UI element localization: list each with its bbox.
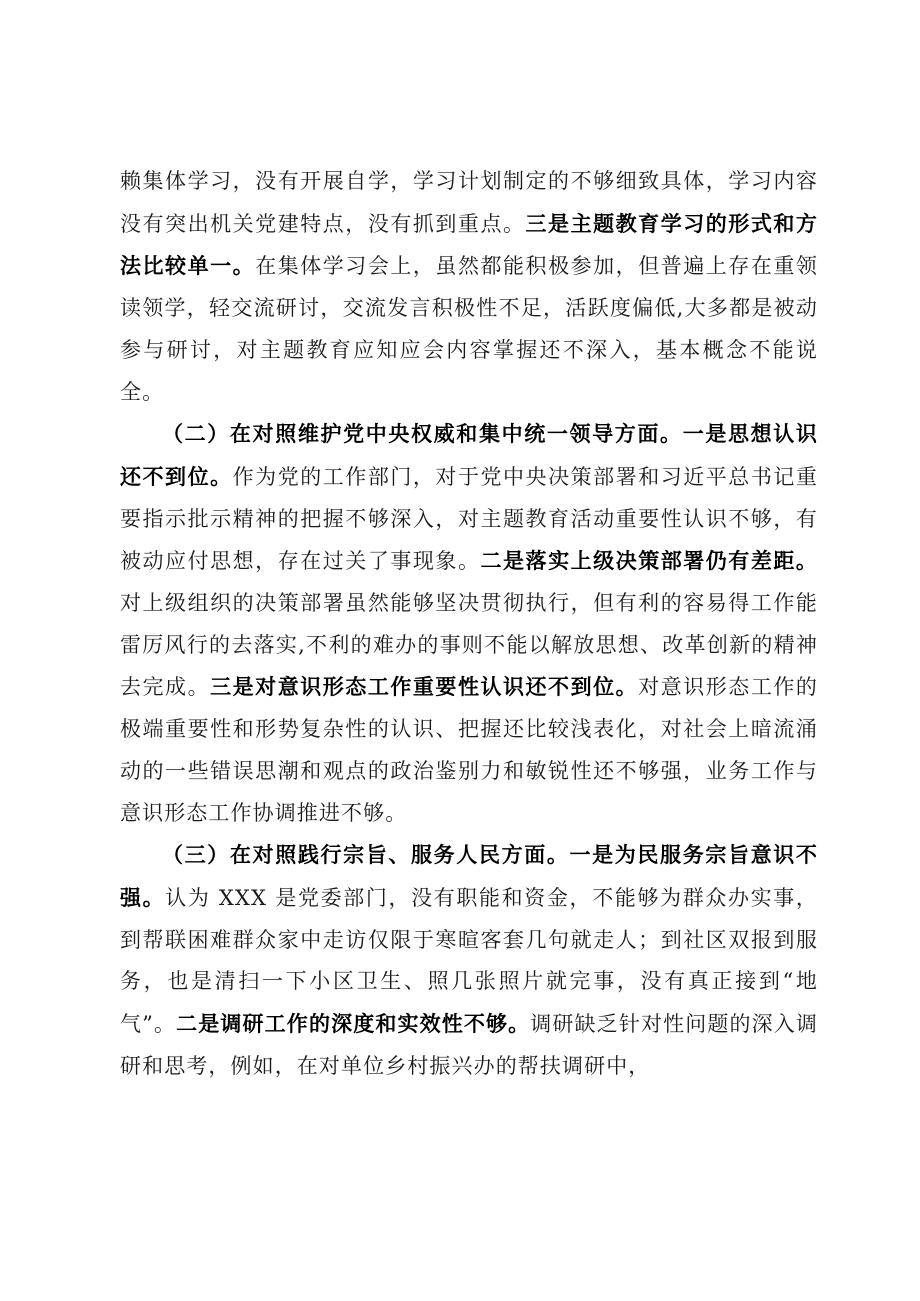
text-run: 认为 XXX 是党委部门，没有职能和资金，不能够为群众办实事，到帮联困难群众家中走访仅限于寒暄客套几句就走人；到社区双报到服务，也是清扫一下小区卫生、照几张照片就完事，没有真正接到“地气”。 [120, 885, 818, 1037]
bold-heading-run: （三）在对照践行宗旨、服务人民方面。一是为民服务宗旨意识不强。 [120, 842, 818, 910]
bold-heading-run: 二是调研工作的深度和实效性不够。 [176, 1011, 531, 1037]
bold-heading-run: 二是落实上级决策部署仍有差距。 [480, 548, 818, 574]
text-run: 作为党的工作部门，对于党中央决策部署和习近平总书记重要指示批示精神的把握不够深入，对主题教育活动重要性认识不够，有被动应付思想，存在过关了事现象。 [120, 464, 818, 574]
bold-heading-run: （二）在对照维护党中央权威和集中统一领导方面。一是思想认识还不到位。 [120, 421, 818, 489]
document-body [120, 161, 818, 1087]
paragraph-section-three [120, 834, 818, 1087]
text-run: 在集体学习会上，虽然都能积极参加，但普遍上存在重领读领学，轻交流研讨，交流发言积极性不足，活跃度偏低,大多都是被动参与研讨，对主题教育应知应会内容掌握还不深入，基本概念不能说全。 [120, 254, 818, 404]
text-run: 对意识形态工作的极端重要性和形势复杂性的认识、把握还比较浅表化，对社会上暗流涌动的一些错误思潮和观点的政治鉴别力和敏锐性还不够强，业务工作与意识形态工作协调推进不够。 [120, 675, 818, 825]
text-run: 对上级组织的决策部署虽然能够坚决贯彻执行，但有利的容易得工作能雷厉风行的去落实,不利的难办的事则不能以解放思想、改革创新的精神去完成。 [120, 591, 818, 700]
text-run: 调研缺乏针对性问题的深入调研和思考，例如，在对单位乡村振兴办的帮扶调研中， [120, 1012, 818, 1078]
paragraph-study-issues [120, 161, 818, 413]
paragraph-section-two [120, 413, 818, 834]
text-run: 赖集体学习，没有开展自学，学习计划制定的不够细致具体，学习内容没有突出机关党建特点，没有抓到重点。 [120, 169, 818, 236]
bold-heading-run: 三是主题教育学习的形式和方法比较单一。 [120, 210, 818, 279]
bold-heading-run: 三是对意识形态工作重要性认识还不到位。 [210, 674, 639, 700]
